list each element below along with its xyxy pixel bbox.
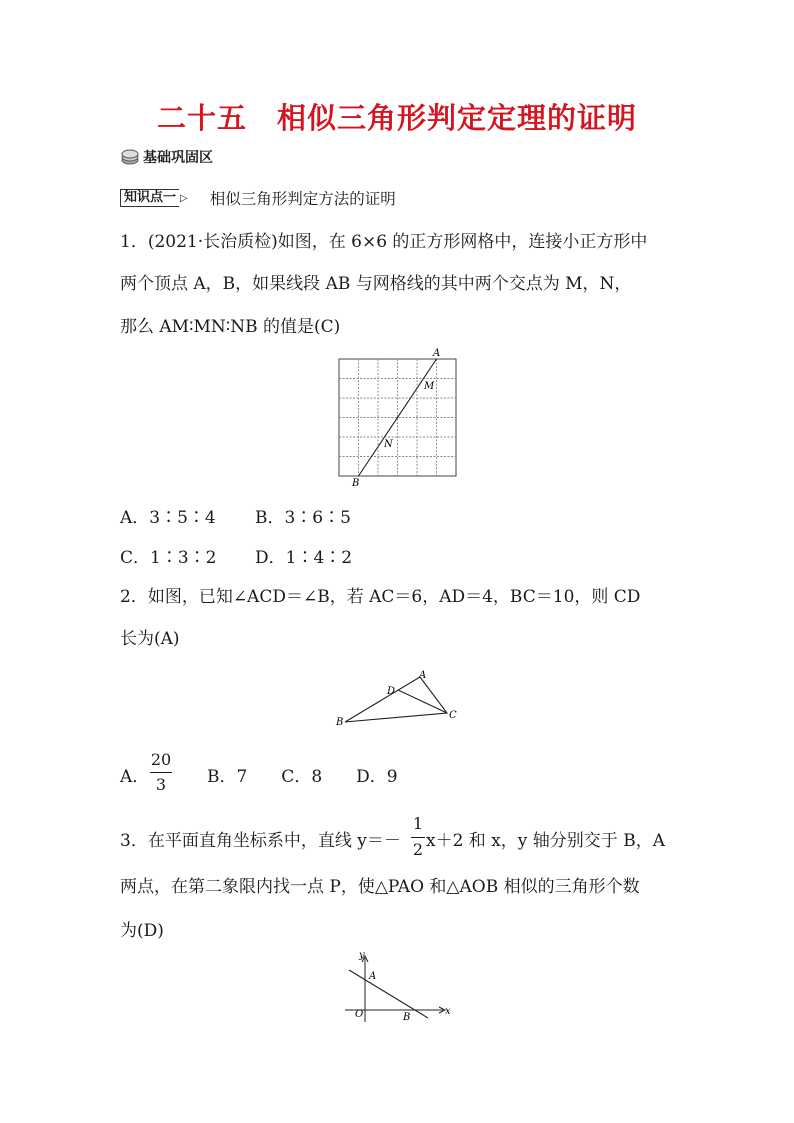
fraction-bar [411, 837, 425, 838]
label-x: x [445, 1006, 451, 1017]
knowledge-point-text: 相似三角形判定方法的证明 [209, 190, 396, 208]
q2-options-rest: B．7 C．8 D．9 [207, 767, 398, 787]
q1-line3: 那么 AM∶MN∶NB 的值是(C) [120, 317, 341, 337]
page-title: 二十五 相似三角形判定定理的证明 [156, 101, 637, 135]
q1-option-d: D．1∶4∶2 [255, 548, 353, 568]
q3-frac-denominator: 2 [412, 840, 424, 859]
q2-triangle-figure [330, 665, 470, 730]
label-n: N [384, 439, 393, 450]
knowledge-point [120, 187, 396, 209]
knowledge-point-tag: 知识点一 [120, 189, 179, 207]
label-a: A [419, 670, 427, 681]
section-header [120, 147, 213, 167]
label-c: C [449, 710, 457, 721]
q1-option-a: A．3∶5∶4 [120, 508, 216, 528]
q1-grid-figure [330, 345, 465, 490]
arrow-icon: ▷ [180, 192, 188, 204]
q3-line2: 两点，在第二象限内找一点 P，使△PAO 和△AOB 相似的三角形个数 [120, 877, 640, 897]
q2-line1: 2．如图，已知∠ACD＝∠B，若 AC＝6，AD＝4，BC＝10，则 CD [120, 587, 641, 607]
q3-line1-post: x＋2 和 x，y 轴分别交于 B，A [426, 831, 665, 851]
label-b: B [352, 478, 360, 489]
label-d: D [387, 686, 396, 697]
q2-option-a-numerator: 20 [150, 750, 172, 769]
q3-line1-pre: 3．在平面直角坐标系中，直线 y＝－ [120, 831, 401, 851]
q3-line3: 为(D) [120, 921, 164, 941]
q3-frac-numerator: 1 [412, 814, 424, 833]
label-a: A [433, 348, 441, 359]
q2-option-a-denominator: 3 [155, 775, 167, 794]
label-a: A [369, 971, 377, 982]
q2-line2: 长为(A) [120, 629, 180, 649]
q1-option-c: C．1∶3∶2 [120, 548, 217, 568]
label-o: O [355, 1009, 364, 1020]
label-m: M [424, 381, 435, 392]
q3-coordinate-figure [335, 950, 460, 1025]
coin-icon [120, 149, 140, 165]
label-b: B [403, 1012, 411, 1023]
fraction-bar [150, 772, 172, 773]
q2-option-a-label: A． [120, 767, 150, 787]
label-y: y [359, 950, 365, 961]
q1-option-b: B．3∶6∶5 [255, 508, 351, 528]
q1-line1: 1．(2021·长治质检)如图，在 6×6 的正方形网格中，连接小正方形中 [120, 232, 648, 252]
q1-line2: 两个顶点 A，B，如果线段 AB 与网格线的其中两个交点为 M，N， [120, 274, 632, 294]
label-b: B [336, 717, 344, 728]
section-label: 基础巩固区 [143, 150, 213, 166]
